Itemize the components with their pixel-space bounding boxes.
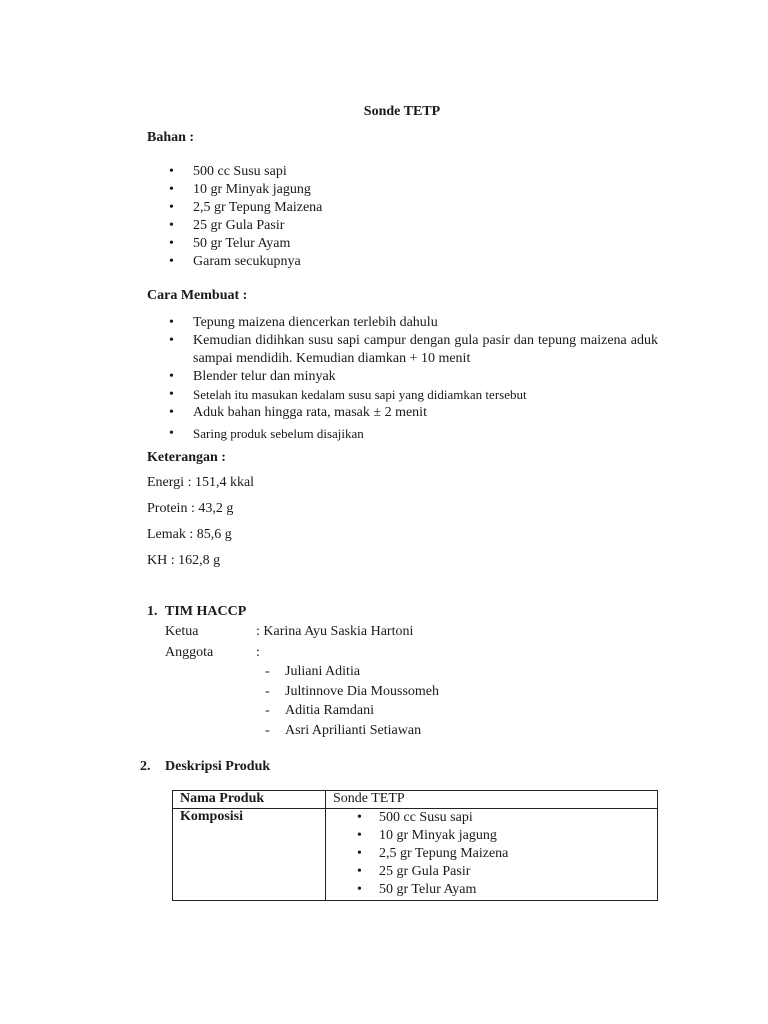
composition-item: • 10 gr Minyak jagung bbox=[333, 827, 650, 845]
keterangan-heading: Keterangan : bbox=[147, 450, 226, 465]
cara-item: • Kemudian didihkan susu sapi campur dengan gula pasir dan tepung maizena aduk sampai mendidih. Kemudian diamkan + 10 menit bbox=[147, 332, 658, 368]
bahan-item: • 10 gr Minyak jagung bbox=[147, 181, 322, 199]
anggota-item: - Aditia Ramdani bbox=[265, 701, 439, 721]
anggota-colon: : bbox=[256, 645, 260, 660]
cara-list bbox=[147, 314, 658, 443]
document-title: Sonde TETP bbox=[363, 104, 441, 119]
anggota-item: - Juliani Aditia bbox=[265, 662, 439, 682]
nutrition-fat: Lemak : 85,6 g bbox=[147, 527, 232, 542]
bahan-item: • 50 gr Telur Ayam bbox=[147, 235, 322, 253]
cara-item: • Saring produk sebelum disajikan bbox=[147, 425, 658, 443]
product-description-table bbox=[172, 790, 658, 901]
anggota-item: - Asri Aprilianti Setiawan bbox=[265, 721, 439, 741]
anggota-label: Anggota bbox=[165, 645, 214, 660]
table-row bbox=[173, 809, 658, 901]
composition-item: • 2,5 gr Tepung Maizena bbox=[333, 845, 650, 863]
nutrition-energy: Energi : 151,4 kkal bbox=[147, 475, 255, 490]
product-name-value: Sonde TETP bbox=[326, 791, 658, 809]
table-row bbox=[173, 791, 658, 809]
cara-item: • Setelah itu masukan kedalam susu sapi yang didiamkan tersebut bbox=[147, 386, 658, 404]
cara-item: • Tepung maizena diencerkan terlebih dahulu bbox=[147, 314, 658, 332]
section-2-heading: Deskripsi Produk bbox=[165, 759, 271, 774]
composition-item: • 25 gr Gula Pasir bbox=[333, 863, 650, 881]
bahan-list bbox=[147, 163, 322, 271]
section-1-heading: TIM HACCP bbox=[165, 604, 247, 619]
composition-item: • 500 cc Susu sapi bbox=[333, 809, 650, 827]
anggota-list bbox=[265, 662, 439, 740]
cara-item: • Aduk bahan hingga rata, masak ± 2 menit bbox=[147, 404, 658, 422]
nutrition-carb: KH : 162,8 g bbox=[147, 553, 221, 568]
bahan-item: • 25 gr Gula Pasir bbox=[147, 217, 322, 235]
ketua-label: Ketua bbox=[165, 624, 199, 639]
composition-label: Komposisi bbox=[173, 809, 326, 901]
bahan-item: • 500 cc Susu sapi bbox=[147, 163, 322, 181]
section-2-number: 2. bbox=[140, 759, 151, 774]
ketua-value: : Karina Ayu Saskia Hartoni bbox=[256, 624, 414, 639]
anggota-item: - Jultinnove Dia Moussomeh bbox=[265, 682, 439, 702]
composition-item: • 50 gr Telur Ayam bbox=[333, 881, 650, 899]
nutrition-protein: Protein : 43,2 g bbox=[147, 501, 234, 516]
bahan-item: • 2,5 gr Tepung Maizena bbox=[147, 199, 322, 217]
section-1-number: 1. bbox=[147, 604, 158, 619]
composition-list bbox=[333, 809, 650, 899]
bahan-heading: Bahan : bbox=[147, 130, 195, 145]
cara-item: • Blender telur dan minyak bbox=[147, 368, 658, 386]
product-name-label: Nama Produk bbox=[173, 791, 326, 809]
bahan-item: • Garam secukupnya bbox=[147, 253, 322, 271]
composition-cell bbox=[326, 809, 658, 901]
cara-heading: Cara Membuat : bbox=[147, 288, 248, 303]
